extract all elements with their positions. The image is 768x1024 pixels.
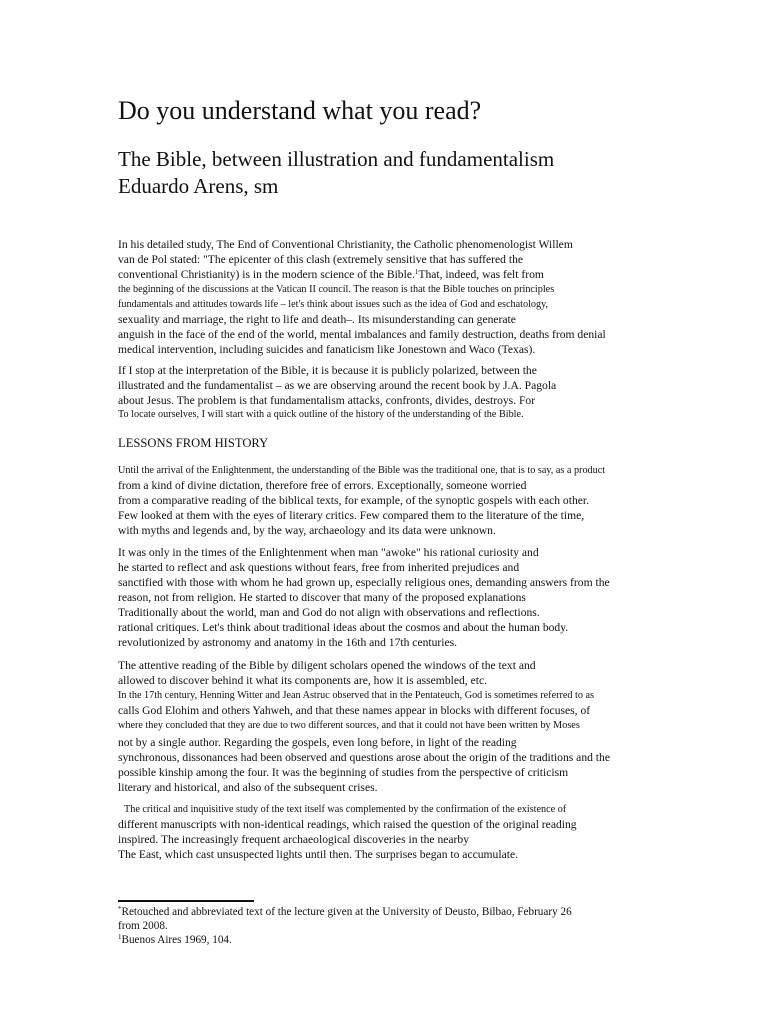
text-line: medical intervention, including suicides and fanaticism like Jonestown and Waco (Texas). xyxy=(118,343,536,356)
text-line: Few looked at them with the eyes of literary critics. Few compared them to the literature of the time, xyxy=(118,509,585,522)
text-line: van de Pol stated: "The epicenter of this clash (extremely sensitive that has suffered the xyxy=(118,253,524,266)
text-line: Until the arrival of the Enlightenment, the understanding of the Bible was the traditional one, that is to say, as a product xyxy=(118,465,606,476)
text-line: inspired. The increasingly frequent archaeological discoveries in the nearby xyxy=(118,833,470,846)
text-line: In his detailed study, The End of Conventional Christianity, the Catholic phenomenologist Willem xyxy=(118,238,573,251)
text-line: To locate ourselves, I will start with a quick outline of the history of the understanding of the Bible. xyxy=(118,409,524,420)
section-heading: LESSONS FROM HISTORY xyxy=(118,436,269,450)
text-line: from a kind of divine dictation, therefore free of errors. Exceptionally, someone worried xyxy=(118,479,527,492)
footnote-1 xyxy=(118,933,232,947)
text-line: In the 17th century, Henning Witter and Jean Astruc observed that in the Pentateuch, God is sometimes referred to as xyxy=(118,690,595,701)
footnote-divider xyxy=(118,900,254,902)
text-line: calls God Elohim and others Yahweh, and that these names appear in blocks with different focuses, of xyxy=(118,704,591,717)
text-line: revolutionized by astronomy and anatomy in the 16th and 17th centuries. xyxy=(118,636,458,649)
text-line: from a comparative reading of the biblical texts, for example, of the synoptic gospels with each other. xyxy=(118,494,590,507)
text-line: literary and historical, and also of the subsequent crises. xyxy=(118,781,378,794)
footnote-marker: 1 xyxy=(118,933,122,941)
document-subtitle xyxy=(118,146,554,200)
text-line: where they concluded that they are due to two different sources, and that it could not have been written by Moses xyxy=(118,720,580,731)
text-line: the beginning of the discussions at the Vatican II council. The reason is that the Bible touches on principles xyxy=(118,284,555,295)
text-segment: conventional Christianity) is in the modern science of the Bible. xyxy=(118,268,415,281)
footnote-text: Retouched and abbreviated text of the lecture given at the University of Deusto, Bilbao, February 26 xyxy=(121,906,572,918)
text-line: anguish in the face of the end of the world, mental imbalances and family destruction, deaths from denial xyxy=(118,328,606,341)
text-line: with myths and legends and, by the way, archaeology and its data were unknown. xyxy=(118,524,496,537)
text-line: allowed to discover behind it what its components are, how it is assembled, etc. xyxy=(118,674,487,687)
text-line: fundamentals and attitudes towards life – let's think about issues such as the idea of God and eschatology, xyxy=(118,299,549,310)
text-line: illustrated and the fundamentalist – as we are observing around the recent book by J.A. Pagola xyxy=(118,379,557,392)
footnote-ref: 1 xyxy=(414,268,419,276)
author-line: Eduardo Arens, sm xyxy=(118,174,279,198)
document-title: Do you understand what you read? xyxy=(118,96,482,125)
text-line: synchronous, dissonances had been observed and questions arose about the origin of the traditions and the xyxy=(118,751,610,764)
text-segment: That, indeed, was felt from xyxy=(418,268,544,281)
subtitle-line: The Bible, between illustration and fundamentalism xyxy=(118,147,555,171)
text-line: sexuality and marriage, the right to life and death–. Its misunderstanding can generate xyxy=(118,313,516,326)
text-line xyxy=(118,268,544,282)
text-line: The East, which cast unsuspected lights until then. The surprises began to accumulate. xyxy=(118,848,518,861)
text-line: rational critiques. Let's think about traditional ideas about the cosmos and about the human body. xyxy=(118,621,569,634)
text-line: The attentive reading of the Bible by diligent scholars opened the windows of the text and xyxy=(118,659,536,672)
text-line: possible kinship among the four. It was the beginning of studies from the perspective of criticism xyxy=(118,766,569,779)
text-line: he started to reflect and ask questions without fears, free from inherited prejudices and xyxy=(118,561,520,574)
footnote-star-continued: from 2008. xyxy=(118,920,168,932)
footnote-star xyxy=(118,905,572,919)
text-line: about Jesus. The problem is that fundamentalism attacks, confronts, divides, destroys. For xyxy=(118,394,536,407)
text-line: Traditionally about the world, man and God do not align with observations and reflections. xyxy=(118,606,540,619)
text-line: sanctified with those with whom he had grown up, especially religious ones, demanding answers from the xyxy=(118,576,610,589)
text-line: reason, not from religion. He started to discover that many of the proposed explanations xyxy=(118,591,526,604)
text-line: It was only in the times of the Enlightenment when man "awoke" his rational curiosity and xyxy=(118,546,539,559)
text-line: not by a single author. Regarding the gospels, even long before, in light of the reading xyxy=(118,736,517,749)
text-line: If I stop at the interpretation of the Bible, it is because it is publicly polarized, between the xyxy=(118,364,537,377)
text-line: different manuscripts with non-identical readings, which raised the question of the original reading xyxy=(118,818,577,831)
text-line: The critical and inquisitive study of the text itself was complemented by the confirmation of the existence of xyxy=(124,804,567,815)
footnote-text: Buenos Aires 1969, 104. xyxy=(121,934,232,946)
footnote-marker: * xyxy=(118,905,122,913)
